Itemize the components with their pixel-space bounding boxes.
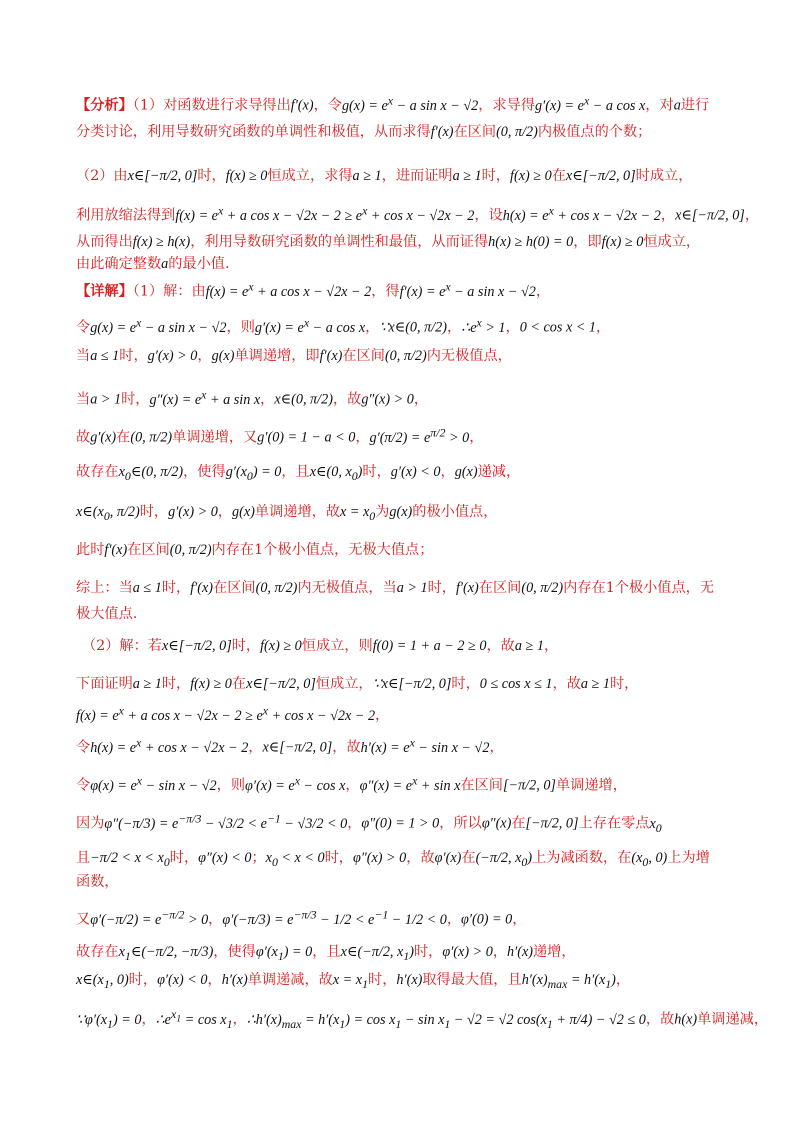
text-line: 当a ≤ 1时，g′(x) > 0，g(x)单调递增，即f′(x)在区间(0, π/2)内无极值点， xyxy=(76,348,512,364)
text-line: $x\in(x_0$, π/2)时，g′(x) > 0，g(x)单调递增，故$x = x_0$为g(x)的极小值点， xyxy=(76,504,498,523)
text-line: 当a > 1时，$g''(x) = e^x + a$ sin x，x∈(0, π/2)，故g″(x) > 0， xyxy=(76,387,429,408)
text-line: 【分析】（1）对函数进行求导得出f′(x)，令$g(x) = e^x - a$ sin x − √2，求导得$g'(x) = e^x - a$ cos x，对a进行 xyxy=(76,93,710,114)
text-line: $f(x) = e^x + a$ $\cos x - √2x - 2 \ge e^x + \cos x - √2x - 2$， xyxy=(76,703,390,724)
text-line: 且$-\pi/2 < x < x_0$时，φ″(x) < 0；$x_0 < x < 0$时，φ″(x) > 0，故φ′(x)在(−π/2, $x_0$)上为减函数，在($x_0$, 0)上为增 xyxy=(76,850,710,869)
text-line: 故g′(x)在(0, π/2)单调递增，又g′(0) = 1 − a < 0，$g'(\pi/2) = e^{\pi/2} > 0$， xyxy=(76,425,484,446)
text-line: 故存在$x_0\in(0$, π/2)，使得$g'(x_0) = 0$，且x∈(0, $x_0$)时，g′(x) < 0，g(x)递减， xyxy=(76,464,521,483)
text-line: 极大值点. xyxy=(76,606,138,622)
text-line: 【详解】（1）解：由$f(x) = e^x + a$ cos x − √2x − 2，得$f'(x) = e^x - a$ sin x − √2， xyxy=(76,279,551,300)
text-line: 令$g(x) = e^x - a$ sin x − √2，则$g'(x) = e^x - a$ cos x，∵x∈(0, π/2)，$\therefore e^x > 1$，0 < cos x < 1， xyxy=(76,315,611,336)
text-line: 函数， xyxy=(76,874,119,890)
text-line: $x\in(x_1$, 0)时，φ′(x) < 0，h′(x)单调递减，故$x = x_1$时，h′(x)取得最大值，且$h'(x)_{max} = h'(x_1)$， xyxy=(76,972,631,991)
text-line: 下面证明a ≥ 1时，f(x) ≥ 0在x∈[−π/2, 0]恒成立，∵x∈[−π/2, 0]时，0 ≤ cos x ≤ 1，故a ≥ 1时， xyxy=(76,676,639,692)
text-line: 利用放缩法得到$f(x) = e^x + a$ $\cos x - √2x - 2 \ge e^x + \cos x - √2x - 2$，设$h(x) = e^x + \cos x - √2x - 2$，x∈[−π/2, 0]， xyxy=(76,203,760,224)
text-line: 从而得出f(x) ≥ h(x)，利用导数研究函数的单调性和最值，从而证得h(x) ≥ h(0) = 0，即f(x) ≥ 0恒成立， xyxy=(76,234,701,250)
text-line: 又$\varphi'(-\pi/2) = e^{-\pi/2} > 0$，$\varphi'(-\pi/3) = e^{-\pi/3} - 1/2 < e^{-1} - 1/2 < 0$，φ′(0) = 0， xyxy=(76,907,527,928)
text-line: （2）解：若x∈[−π/2, 0]时，f(x) ≥ 0恒成立，则f(0) = 1 + a − 2 ≥ 0，故a ≥ 1， xyxy=(82,638,559,654)
text-line: 此时f′(x)在区间(0, π/2)内存在1个极小值点，无极大值点； xyxy=(76,542,434,558)
text-line: 因为$\varphi''(-\pi/3) = e^{-\pi/3} - √3/2 < e^{-1} - √3/2 < 0$，φ″(0) = 1 > 0，所以φ″(x)在[−π/2, 0]上存在零点$x_0$ xyxy=(76,811,662,835)
text-line: 令$\varphi(x) = e^x - \sin x - √2$，则$\varphi'(x) = e^x - \cos x$，$\varphi''(x) = e^x + \sin x$在区间[−π/2, 0]单调递增， xyxy=(76,773,627,794)
text-line: 综上：当a ≤ 1时，f′(x)在区间(0, π/2)内无极值点，当a > 1时，f′(x)在区间(0, π/2)内存在1个极小值点，无 xyxy=(76,580,715,596)
text-line: 故存在$x_1\in(-\pi/2$, −π/3)，使得$\varphi'(x_1) = 0$，且x∈(−π/2, $x_1$)时，φ′(x) > 0，h′(x)递增， xyxy=(76,944,576,963)
text-line: $\because\varphi'(x_1) = 0$，$\therefore e^{x_1} = \cos x_1$，$\therefore h'(x)_{max} = h'(x_1) = \cos x_1 - \sin x_1 - √2 = √2$ $\cos(x_1 + \pi/4) - √2 \le 0$，故h(x)单调递减， xyxy=(76,1007,769,1031)
text-line: 由此确定整数a的最小值. xyxy=(76,256,230,272)
text-line: 令$h(x) = e^x + \cos x - √2x - 2$，x∈[−π/2, 0]，故$h'(x) = e^x - \sin x - √2$， xyxy=(76,735,504,756)
text-line: （2）由x∈[−π/2, 0]时，f(x) ≥ 0恒成立，求得a ≥ 1，进而证明a ≥ 1时，f(x) ≥ 0在x∈[−π/2, 0]时成立， xyxy=(76,168,693,184)
text-line: 分类讨论，利用导数研究函数的单调性和极值，从而求得f′(x)在区间(0, π/2)内极值点的个数； xyxy=(76,124,652,140)
